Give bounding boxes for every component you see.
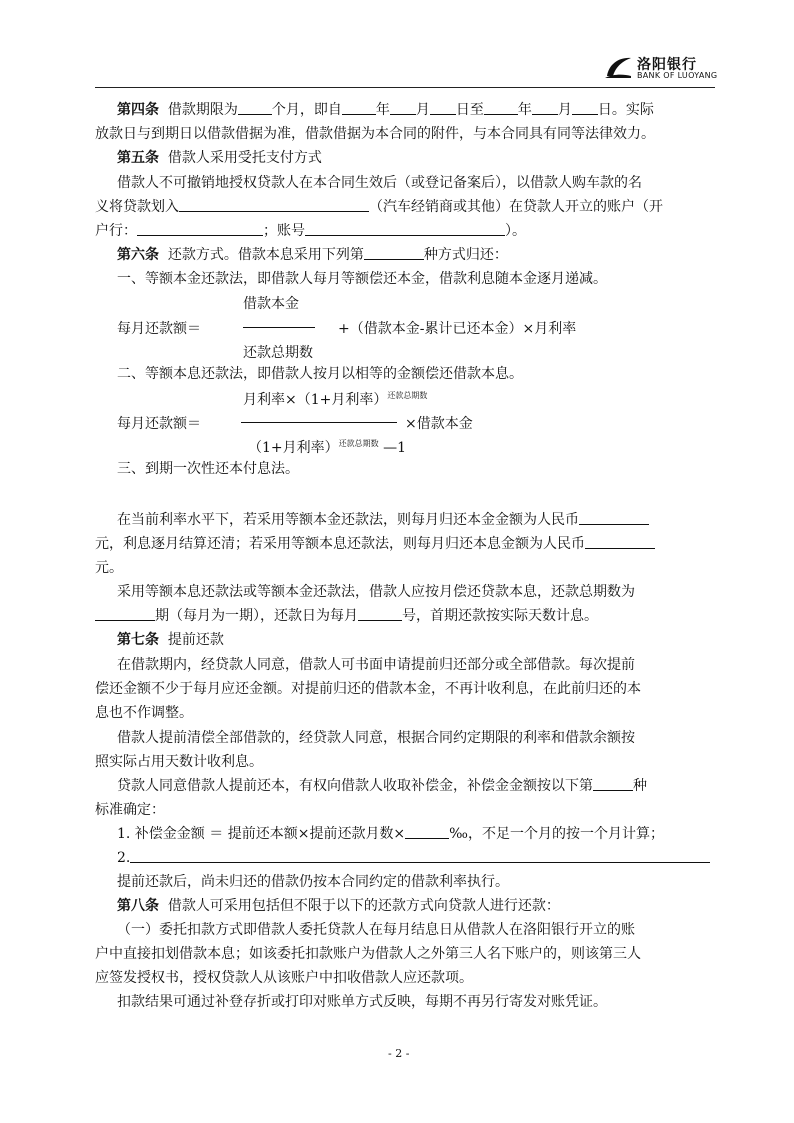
formula1-fraction-bar xyxy=(243,327,315,328)
art6-heading: 第六条 还款方式。借款本息采用下列第 种方式归还： xyxy=(117,244,508,266)
opening-bank-blank[interactable] xyxy=(137,220,263,236)
formula1-denominator: 还款总期数 xyxy=(243,345,313,361)
art7-para2-line2: 照实际占用天数计收利息。 xyxy=(95,754,263,770)
page-number: - 2 - xyxy=(388,1047,410,1060)
start-month-blank[interactable] xyxy=(390,99,416,115)
method1-text: 一、等额本金还款法，即借款人每月等额偿还本金，借款利息随本金逐月递减。 xyxy=(117,271,607,287)
formula1-numerator: 借款本金 xyxy=(243,296,299,312)
method3-text: 三、到期一次性还本付息法。 xyxy=(117,461,299,477)
art7-para1-line3: 息也不作调整。 xyxy=(95,705,193,721)
art7-para3-line2: 标准确定： xyxy=(95,802,165,818)
art6-para1-line1: 在当前利率水平下，若采用等额本金还款法，则每月归还本金金额为人民币 xyxy=(117,509,649,531)
bank-logo-icon xyxy=(603,54,633,80)
header-rule xyxy=(95,87,715,88)
art4-title: 第四条 xyxy=(117,102,159,118)
art8-para1-line2: 户中直接扣划借款本息；如该委托扣款账户为借款人之外第三人名下账户的，则该第三人 xyxy=(95,946,641,962)
art8-para1-line3: 应签发授权书，授权贷款人从该账户中扣收借款人应还款项。 xyxy=(95,970,473,986)
start-day-blank[interactable] xyxy=(430,99,456,115)
compensation-rate-blank[interactable] xyxy=(405,823,449,839)
bank-name-en: BANK OF LUOYANG xyxy=(637,71,718,80)
art7-para3-line1: 贷款人同意借款人提前还本，有权向借款人收取补偿金，补偿金金额按以下第 种 xyxy=(117,775,647,797)
art5-heading: 第五条 借款人采用受托支付方式 xyxy=(117,150,322,166)
art7-para1-line1: 在借款期内，经贷款人同意，借款人可书面申请提前归还部分或全部借款。每次提前 xyxy=(117,657,635,673)
method2-text: 二、等额本息还款法，即借款人按月以相等的金额偿还借款本息。 xyxy=(117,366,523,382)
art7-para2-line1: 借款人提前清偿全部借款的，经贷款人同意，根据合同约定期限的利率和借款余额按 xyxy=(117,730,635,746)
art7-option2: 2. xyxy=(117,847,710,869)
art5-line2: 义将贷款划入 （汽车经销商或其他）在贷款人开立的账户（开 xyxy=(95,196,663,218)
art7-para4: 提前还款后，尚未归还的借款仍按本合同约定的借款利率执行。 xyxy=(117,874,509,890)
art5-line3: 户行： ；账号 ）。 xyxy=(95,220,526,242)
bank-logo xyxy=(603,52,723,84)
monthly-principal-blank[interactable] xyxy=(579,509,649,525)
art7-heading: 第七条 提前还款 xyxy=(117,632,224,648)
art5-line1: 借款人不可撤销地授权贷款人在本合同生效后（或登记备案后），以借款人购车款的名 xyxy=(117,175,642,191)
art7-title: 第七条 xyxy=(117,632,159,648)
compensation-standard-blank[interactable] xyxy=(593,775,633,791)
formula2-denominator: （1+月利率）$^{还款总期数}$ —1 xyxy=(248,439,407,456)
formula1-label: 每月还款额＝ xyxy=(117,321,201,337)
art7-para1-line2: 偿还金额不少于每月应还金额。对提前归还的借款本金，不再计收利息，在此前归还的本 xyxy=(95,681,641,697)
art6-para2-line1: 采用等额本息还款法或等额本金还款法，借款人应按月偿还贷款本息，还款总期数为 xyxy=(117,584,635,600)
art4-line1: 第四条 借款期限为 个月，即自 年 月 日至 年 月 日。实际 xyxy=(117,99,654,121)
art8-para2: 扣款结果可通过补登存折或打印对账单方式反映，每期不再另行寄发对账凭证。 xyxy=(117,994,607,1010)
total-periods-blank[interactable] xyxy=(95,605,155,621)
dealer-name-blank[interactable] xyxy=(179,196,369,212)
art4-line2: 放款日与到期日以借款借据为准，借款借据为本合同的附件，与本合同具有同等法律效力。 xyxy=(95,126,655,142)
art6-title: 第六条 xyxy=(117,247,159,263)
option2-blank[interactable] xyxy=(130,847,710,863)
loan-term-months-blank[interactable] xyxy=(238,99,272,115)
formula2-fraction-bar xyxy=(241,422,397,423)
art8-para1-line1: （一）委托扣款方式即借款人委托贷款人在每月结息日从借款人在洛阳银行开立的账 xyxy=(117,922,635,938)
formula2-label: 每月还款额＝ xyxy=(117,416,201,432)
end-year-blank[interactable] xyxy=(484,99,518,115)
art6-para1-line3: 元。 xyxy=(95,560,123,576)
account-number-blank[interactable] xyxy=(305,220,505,236)
monthly-payment-blank[interactable] xyxy=(585,533,655,549)
art7-option1: 1. 补偿金金额 ＝ 提前还本额×提前还款月数× ‰，不足一个月的按一个月计算； xyxy=(117,823,664,845)
art6-para2-line2: 期（每月为一期），还款日为每月 号，首期还款按实际天数计息。 xyxy=(95,605,598,627)
art5-title: 第五条 xyxy=(117,150,159,166)
formula2-numerator: 月利率×（1+月利率）$^{还款总期数}$ xyxy=(243,391,428,408)
art8-heading: 第八条 借款人可采用包括但不限于以下的还款方式向贷款人进行还款： xyxy=(117,898,560,914)
bank-name-cn: 洛阳银行 xyxy=(637,57,697,73)
formula2-rest: ×借款本金 xyxy=(405,416,473,432)
end-month-blank[interactable] xyxy=(532,99,558,115)
repayment-day-blank[interactable] xyxy=(358,605,402,621)
end-day-blank[interactable] xyxy=(572,99,598,115)
art8-title: 第八条 xyxy=(117,898,159,914)
art6-para1-line2: 元，利息逐月结算还清；若采用等额本息还款法，则每月归还本息金额为人民币 xyxy=(95,533,655,555)
start-year-blank[interactable] xyxy=(342,99,376,115)
formula1-rest: +（借款本金-累计已还本金）×月利率 xyxy=(338,321,577,337)
repayment-method-blank[interactable] xyxy=(364,244,424,260)
